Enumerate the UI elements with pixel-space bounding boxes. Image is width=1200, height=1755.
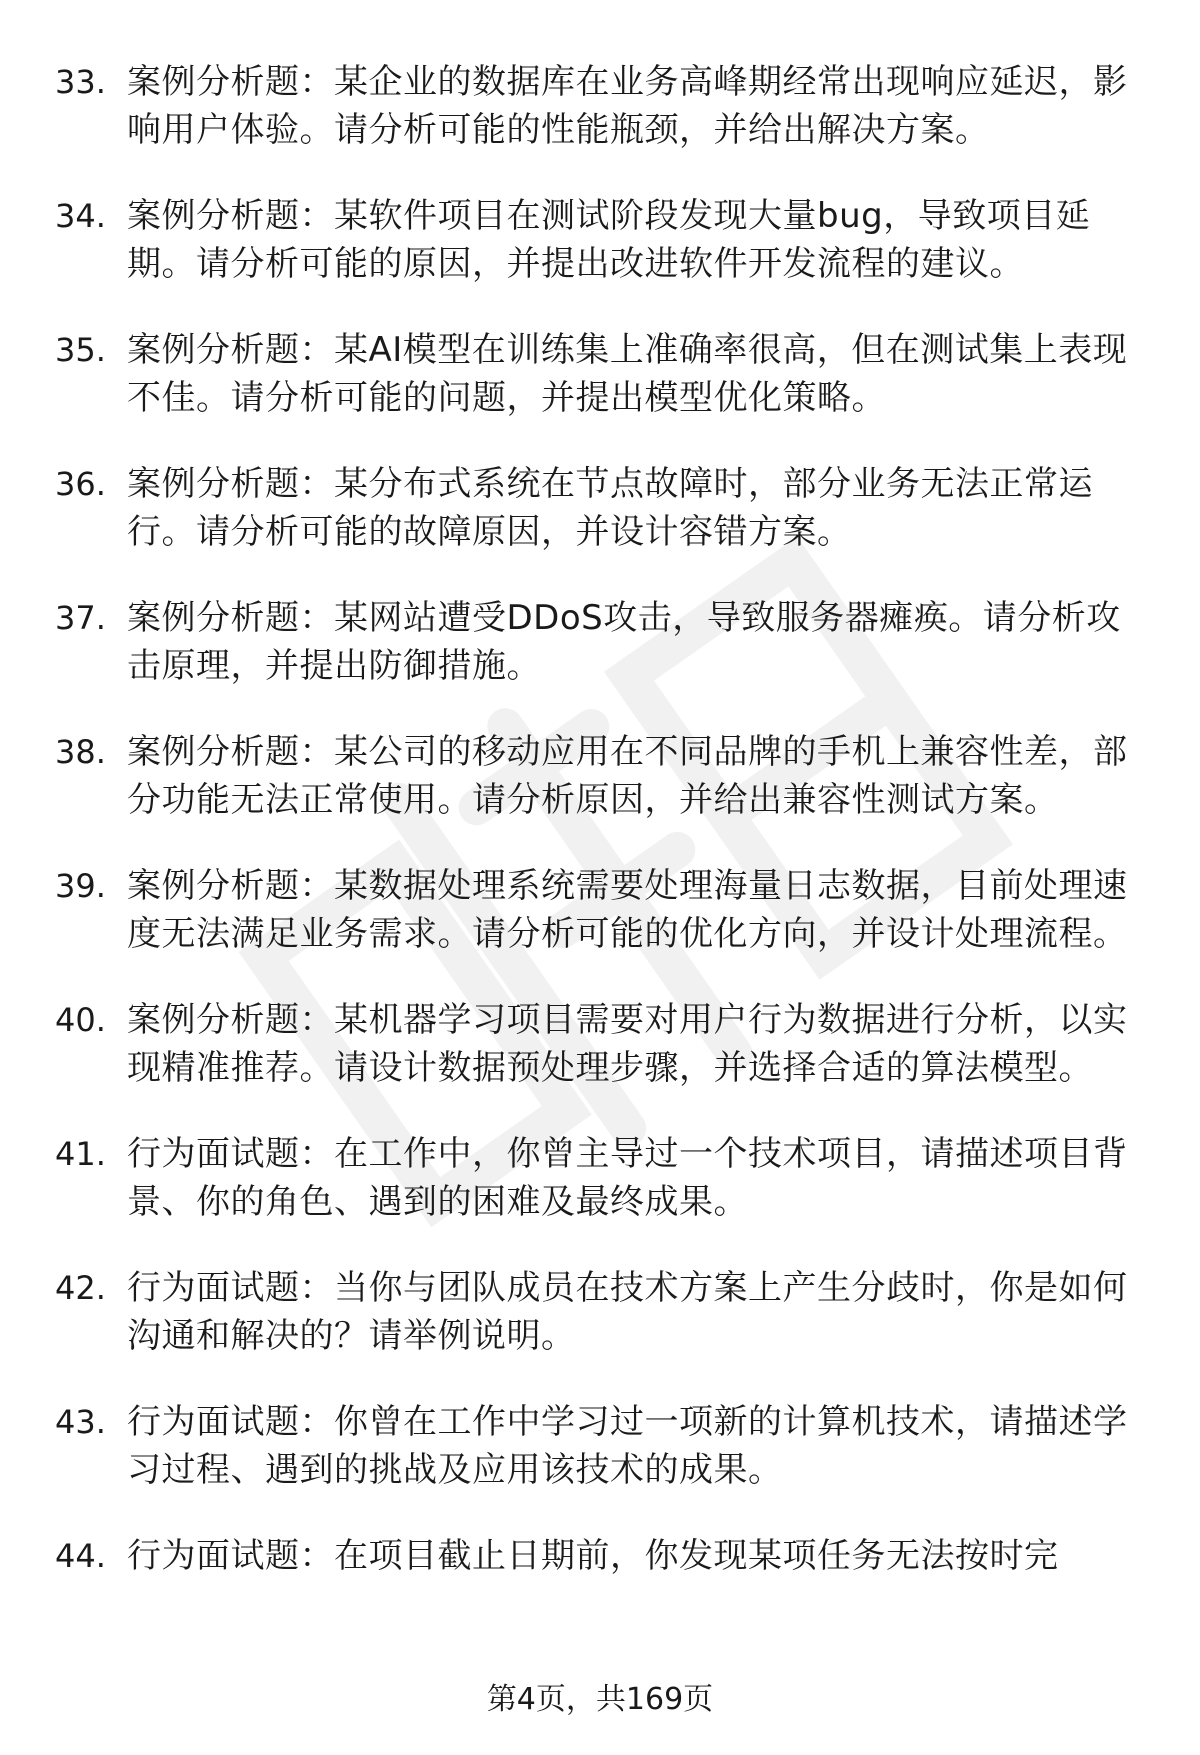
question-number: 37.: [55, 599, 106, 637]
question-number: 42.: [55, 1269, 106, 1307]
question-text: 案例分析题：某数据处理系统需要处理海量日志数据，目前处理速度无法满足业务需求。请分析可能的优化方向，并设计处理流程。: [127, 866, 1128, 954]
question-number: 40.: [55, 1001, 106, 1039]
list-item: [55, 192, 1145, 288]
question-text: 行为面试题：当你与团队成员在技术方案上产生分歧时，你是如何沟通和解决的？请举例说明。: [127, 1268, 1128, 1356]
list-item: [55, 996, 1145, 1092]
question-text: 行为面试题：在工作中，你曾主导过一个技术项目，请描述项目背景、你的角色、遇到的困难及最终成果。: [127, 1134, 1128, 1222]
question-number: 44.: [55, 1537, 106, 1575]
list-item: [55, 1130, 1145, 1226]
list-item: [55, 728, 1145, 824]
question-text: 案例分析题：某分布式系统在节点故障时，部分业务无法正常运行。请分析可能的故障原因，并设计容错方案。: [127, 464, 1093, 552]
list-item: [55, 326, 1145, 422]
question-text: 行为面试题：在项目截止日期前，你发现某项任务无法按时完: [127, 1536, 1059, 1576]
list-item: [55, 1398, 1145, 1494]
question-number: 36.: [55, 465, 106, 503]
question-text: 案例分析题：某软件项目在测试阶段发现大量bug，导致项目延期。请分析可能的原因，并提出改进软件开发流程的建议。: [127, 196, 1091, 284]
list-item: [55, 460, 1145, 556]
list-item: [55, 862, 1145, 958]
question-number: 38.: [55, 733, 106, 771]
question-number: 39.: [55, 867, 106, 905]
list-item: [55, 594, 1145, 690]
question-number: 41.: [55, 1135, 106, 1173]
question-list: [55, 58, 1145, 1618]
question-text: 案例分析题：某企业的数据库在业务高峰期经常出现响应延迟，影响用户体验。请分析可能的性能瓶颈，并给出解决方案。: [127, 62, 1128, 150]
list-item: [55, 58, 1145, 154]
question-number: 35.: [55, 331, 106, 369]
question-text: 案例分析题：某机器学习项目需要对用户行为数据进行分析，以实现精准推荐。请设计数据预处理步骤，并选择合适的算法模型。: [127, 1000, 1128, 1088]
question-text: 案例分析题：某AI模型在训练集上准确率很高，但在测试集上表现不佳。请分析可能的问题，并提出模型优化策略。: [127, 330, 1128, 418]
page-number-footer: 第4页，共169页: [486, 1682, 714, 1717]
question-number: 34.: [55, 197, 106, 235]
question-text: 行为面试题：你曾在工作中学习过一项新的计算机技术，请描述学习过程、遇到的挑战及应用该技术的成果。: [127, 1402, 1128, 1490]
question-number: 33.: [55, 63, 106, 101]
question-text: 案例分析题：某公司的移动应用在不同品牌的手机上兼容性差，部分功能无法正常使用。请分析原因，并给出兼容性测试方案。: [127, 732, 1128, 820]
list-item: [55, 1264, 1145, 1360]
question-number: 43.: [55, 1403, 106, 1441]
question-text: 案例分析题：某网站遭受DDoS攻击，导致服务器瘫痪。请分析攻击原理，并提出防御措施。: [127, 598, 1121, 686]
list-item: [55, 1532, 1145, 1580]
